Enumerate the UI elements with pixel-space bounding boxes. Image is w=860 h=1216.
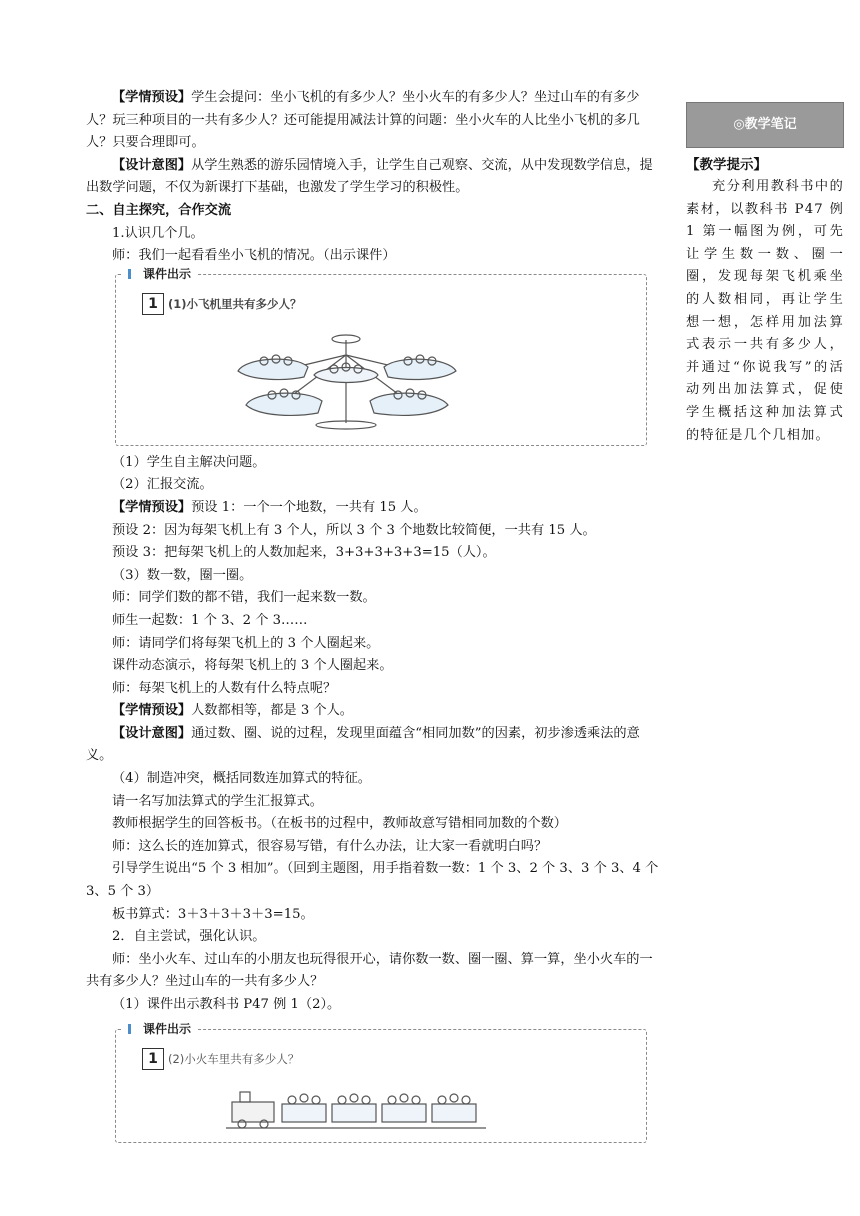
step-line: （1）课件出示教科书 P47 例 1（2）。	[112, 997, 341, 1012]
paragraph-text: 预设 1：一个一个地数，一共有 15 人。	[191, 499, 427, 515]
question-text: (2)小火车里共有多少人？	[168, 1051, 300, 1066]
tag-label: 【设计意图】	[112, 725, 192, 741]
teacher-line: 师：这么长的连加算式，很容易写错，有什么办法，让大家一看就明白吗？	[112, 838, 548, 854]
tag-label: 【学情预设】	[112, 703, 192, 719]
teacher-line: 师：每架飞机上的人数有什么特点呢？	[112, 680, 337, 696]
step-line: 预设 3：把每架飞机上的人数加起来，3+3+3+3+3=15（人）。	[112, 545, 496, 561]
paragraph-student-prediction	[86, 497, 662, 520]
paragraph-text: 从学生熟悉的游乐园情境入手，让学生自己观察、交流，从中发现数学信息，提出数学问题，不仅为新课打下基础，也激发了学生学习的积极性。	[86, 157, 653, 196]
teaching-notes-sidebar	[686, 102, 844, 447]
step-line: 2．自主尝试，强化认识。	[112, 929, 266, 945]
step-line: （4）制造冲突，概括同数连加算式的特征。	[112, 771, 371, 787]
step-line: （1）学生自主解决问题。	[112, 454, 266, 470]
step-line: 1.认识几个几。	[112, 225, 204, 241]
step-line: 预设 2：因为每架飞机上有 3 个人，所以 3 个 3 个地数比较简便，一共有 15 人。	[112, 522, 596, 538]
sidebar-title: 【教学提示】	[686, 157, 767, 173]
tag-label: 【学情预设】	[112, 90, 192, 105]
step-line: 教师根据学生的回答板书。（在板书的过程中，教师故意写错相同加数的个数）	[112, 816, 567, 832]
question-text: (1)小飞机里共有多少人？	[168, 296, 302, 311]
step-line: 课件动态演示，将每架飞机上的 3 个人圈起来。	[112, 658, 393, 674]
teacher-line: 师：我们一起看看坐小飞机的情况。（出示课件）	[112, 248, 396, 264]
teacher-line: 师：坐小火车、过山车的小朋友也玩得很开心，请你数一数、圈一圈、算一算，坐小火车的一共有多少人？坐过山车的一共有多少人？	[86, 951, 653, 990]
board-equation: 板书算式：3＋3＋3＋3＋3=15。	[112, 906, 314, 922]
teacher-line: 师：请同学们将每架飞机上的 3 个人圈起来。	[112, 635, 380, 651]
section-heading: 二、自主探究，合作交流	[86, 202, 232, 218]
paragraph-design-intent	[86, 723, 662, 768]
sidebar-header: ◎教学笔记	[686, 102, 844, 148]
step-line: （3）数一数，圈一圈。	[112, 567, 253, 583]
step-line: 请一名写加法算式的学生汇报算式。	[112, 793, 323, 809]
example-number-badge: 1	[142, 1048, 164, 1070]
sidebar-text: 充分利用教科书中的素材，以教科书 P47 例 1 第一幅图为例，可先让学生数一数、圈一圈，发现每架飞机乘坐的人数相同，再让学生想一想，怎样用加法算式表示一共有多少人，并通过“你说我写”的活动列出加法算式，促使学生概括这种加法算式的特征是几个几相加。	[686, 179, 844, 443]
courseware-tag: 课件出示	[122, 263, 197, 286]
train-illustration	[226, 1082, 486, 1132]
paragraph-design-intent	[86, 155, 662, 200]
carousel-planes-illustration	[226, 315, 466, 430]
courseware-card-train	[115, 1021, 647, 1143]
paragraph-text: 通过数、圈、说的过程，发现里面蕴含“相同加数”的因素，初步渗透乘法的意义。	[86, 725, 640, 764]
paragraph-student-prediction	[86, 87, 662, 155]
paragraph-text: 人数都相等，都是 3 个人。	[191, 703, 353, 719]
paragraph-text: 学生会提问：坐小飞机的有多少人？坐小火车的有多少人？坐过山车的有多少人？玩三种项目的一共有多少人？还可能提用减法计算的问题：坐小火车的人比坐小飞机的多几人？只要合理即可。	[86, 90, 640, 151]
tag-label: 【设计意图】	[112, 157, 192, 173]
paragraph-student-prediction	[86, 700, 662, 723]
step-line: 师生一起数：1 个 3、2 个 3……	[112, 612, 308, 628]
step-line: 引导学生说出“5 个 3 相加”。（回到主题图，用手指着数一数：1 个 3、2 个 3、3 个 3、4 个 3、5 个 3）	[86, 861, 659, 900]
step-line: （2）汇报交流。	[112, 477, 213, 493]
example-number-badge: 1	[142, 293, 164, 315]
teacher-line: 师：同学们数的都不错，我们一起来数一数。	[112, 590, 376, 606]
tag-label: 【学情预设】	[112, 499, 192, 515]
courseware-card-plane	[115, 266, 647, 446]
main-column	[86, 87, 662, 1149]
courseware-tag: 课件出示	[122, 1018, 197, 1041]
